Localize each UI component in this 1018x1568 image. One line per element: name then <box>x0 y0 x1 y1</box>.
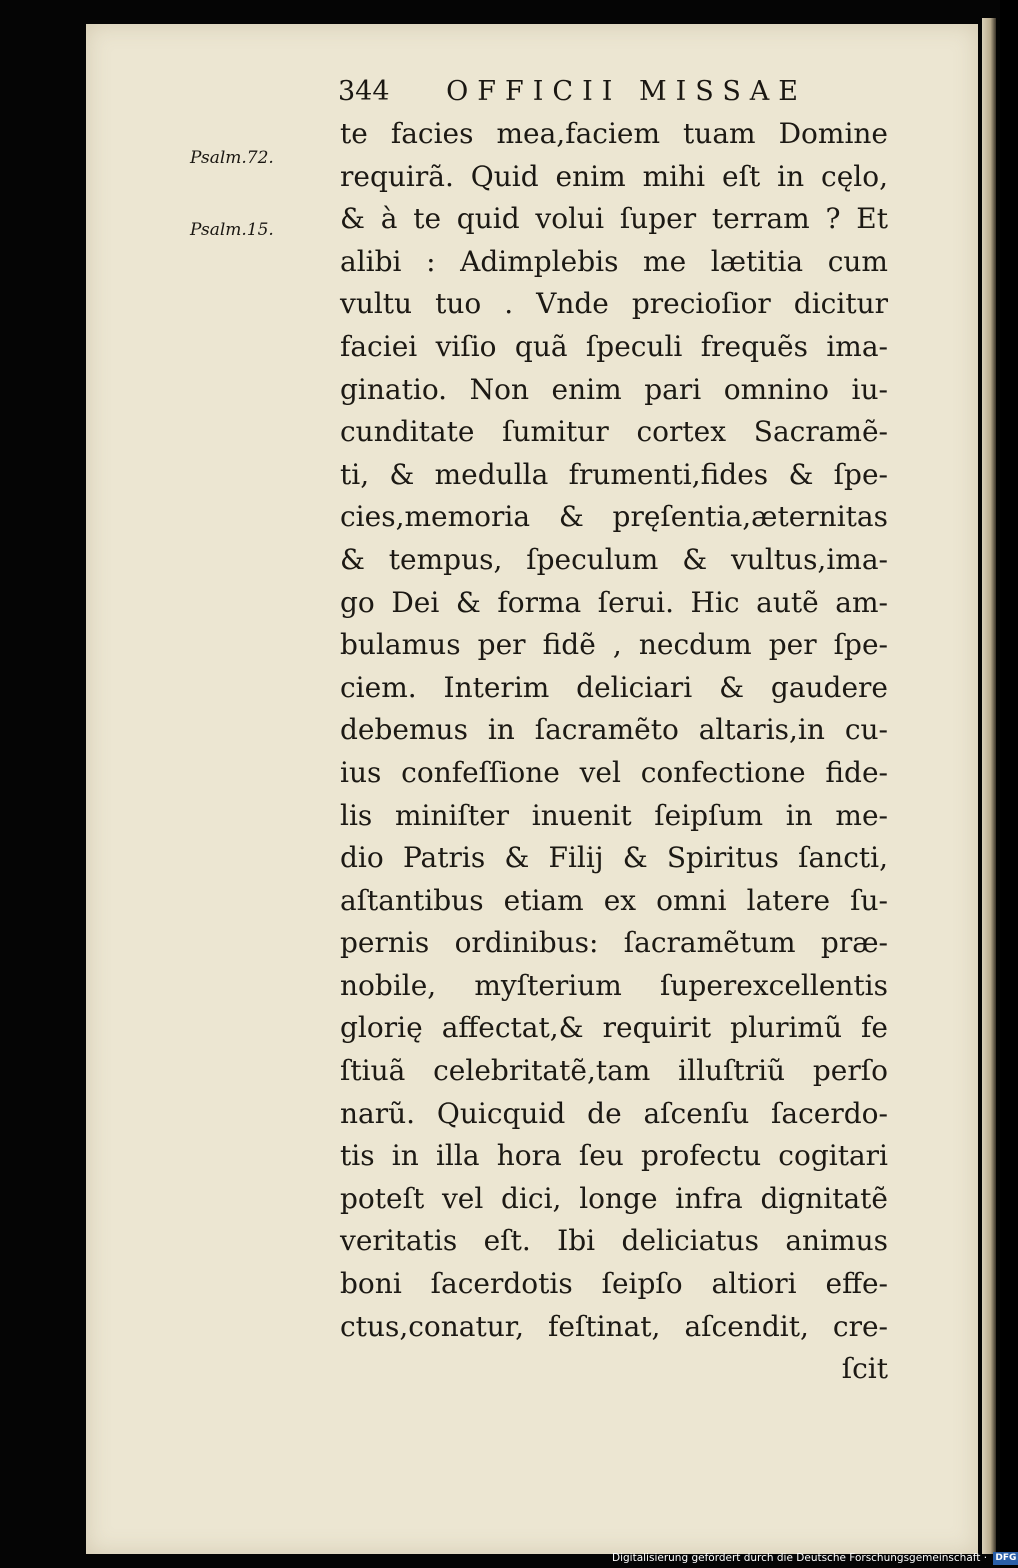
text-line: ti, & medulla frumenti,fides & ſpe- <box>340 457 888 491</box>
text-line: narũ. Quicquid de aſcenſu ſacerdo- <box>340 1096 888 1130</box>
text-line: poteſt vel dici, longe infra dignitatẽ <box>340 1181 888 1215</box>
text-line: dio Patris & Filij & Spiritus ſancti, <box>340 841 888 875</box>
text-line: ius confeſſione vel confectione fide- <box>340 755 888 789</box>
text-line: ctus,conatur, feſtinat, aſcendit, cre- <box>340 1309 888 1343</box>
text-line: te facies mea,faciem tuam Domine <box>340 117 888 150</box>
text-line: faciei viſio quã ſpeculi frequẽs ima- <box>340 329 888 363</box>
dfg-logo-icon: DFG <box>995 1552 1017 1563</box>
text-line: debemus in ſacramẽto altaris,in cu- <box>340 713 888 747</box>
text-line: cunditate ſumitur cortex Sacramẽ- <box>340 415 888 449</box>
text-line: ciem. Interim deliciari & gaudere <box>340 670 888 704</box>
text-line: aſtantibus etiam ex omni latere ſu- <box>340 883 888 917</box>
marginal-note: Psalm.15. <box>190 220 274 240</box>
text-line: lis miniſter inuenit ſeipſum in me- <box>340 798 888 832</box>
running-head <box>338 76 898 112</box>
text-line: pernis ordinibus: ſacramẽtum præ- <box>340 926 888 960</box>
marginal-note: Psalm.72. <box>190 148 274 168</box>
text-line: ſtiuã celebritatẽ,tam illuſtriũ perſo <box>340 1054 888 1088</box>
credit-text: Digitalisierung gefördert durch die Deutsche Forschungsgemeinschaft <box>612 1552 981 1564</box>
text-line: alibi : Adimplebis me lætitia cum <box>340 244 888 278</box>
running-title: OFFICII MISSAE <box>446 76 808 107</box>
text-line: boni ſacerdotis ſeipſo altiori effe- <box>340 1267 888 1301</box>
text-line: go Dei & forma ſerui. Hic autẽ am- <box>340 585 888 619</box>
text-line: vultu tuo . Vnde precioſior dicitur <box>340 287 888 321</box>
text-line: glorię affectat,& requirit plurimũ fe <box>340 1011 888 1045</box>
text-line: requirã. Quid enim mihi eſt in cęlo, <box>340 159 888 193</box>
text-line: veritatis eſt. Ibi deliciatus animus <box>340 1224 888 1258</box>
body-text <box>340 113 888 1391</box>
page-edge <box>982 18 996 1554</box>
text-line: & tempus, ſpeculum & vultus,ima- <box>340 542 888 576</box>
catchword: ſcit <box>841 1352 888 1386</box>
text-line: ginatio. Non enim pari omnino iu- <box>340 372 888 406</box>
page-number: 344 <box>338 76 390 107</box>
text-line: nobile, myſterium ſuperexcellentis <box>340 968 888 1002</box>
text-line: cies,memoria & pręſentia,æternitas <box>340 500 888 534</box>
digitization-credit: Digitalisierung gefördert durch die Deutsche Forschungsgemeinschaft · DFG <box>612 1552 1017 1564</box>
text-line: tis in illa hora ſeu profectu cogitari <box>340 1139 888 1173</box>
text-line: bulamus per fidẽ , necdum per ſpe- <box>340 628 888 662</box>
text-line: & à te quid volui ſuper terram ? Et <box>340 202 888 236</box>
